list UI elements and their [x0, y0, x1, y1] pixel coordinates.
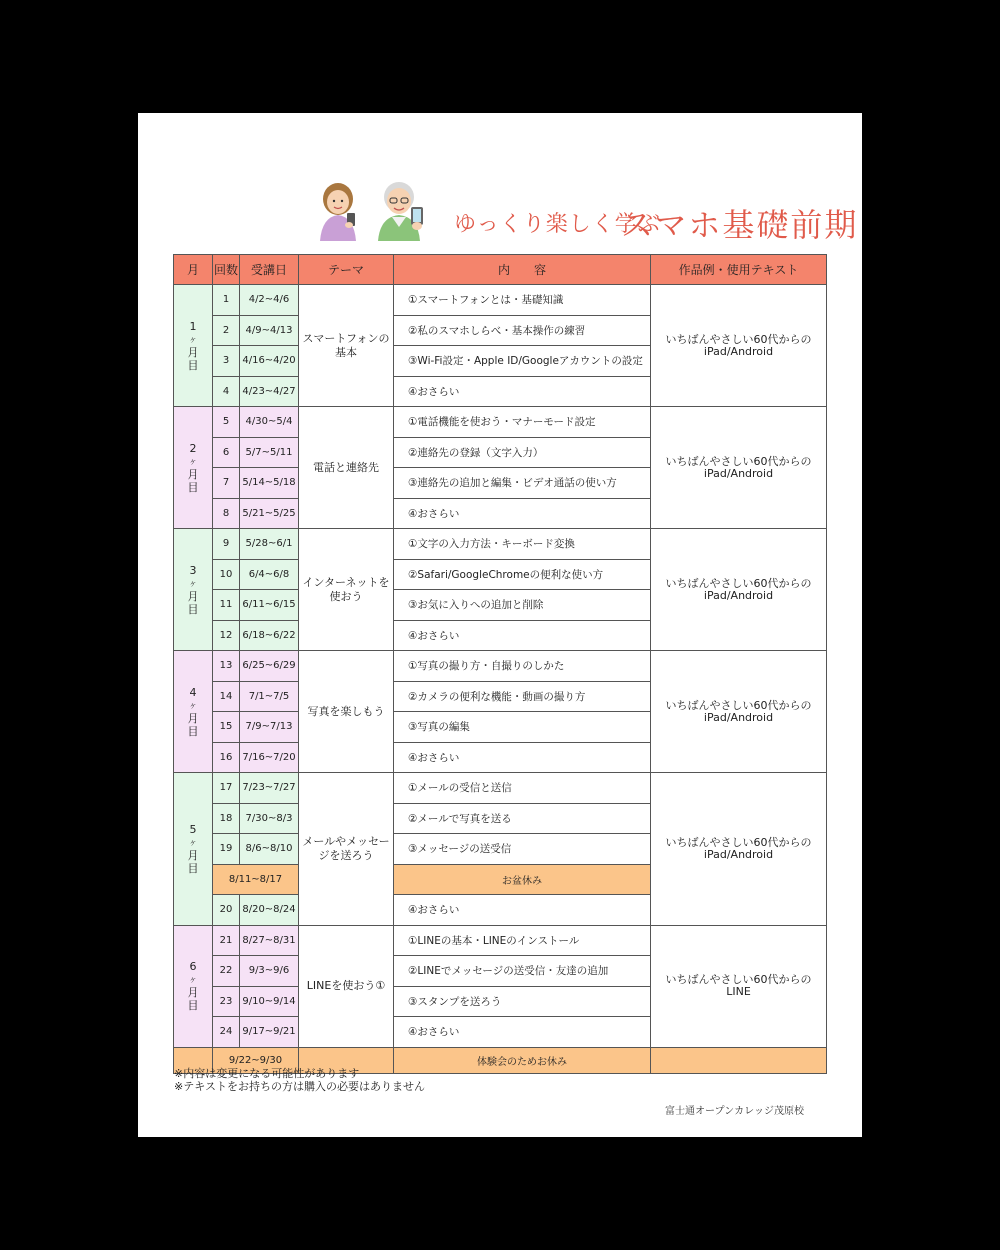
theme-cell: メールやメッセージを送ろう — [299, 773, 394, 926]
lesson-content: ②私のスマホしらべ・基本操作の練習 — [394, 315, 651, 346]
session-number: 21 — [213, 925, 240, 956]
textbook-line: いちばんやさしい60代からの — [665, 835, 812, 849]
month-label-char: 目 — [187, 999, 199, 1012]
theme-cell: スマートフォンの基本 — [299, 285, 394, 407]
holiday-date: 8/11~8/17 — [213, 864, 299, 895]
month-label-char: 目 — [187, 358, 199, 372]
header-theme: テーマ — [299, 255, 394, 285]
title-prefix: ゆっくり楽しく学ぶ — [454, 212, 661, 237]
month-label-char: ヶ — [189, 975, 197, 984]
lesson-content: ④おさらい — [394, 620, 651, 651]
lesson-content: ④おさらい — [394, 498, 651, 529]
table-row — [174, 651, 827, 682]
session-date: 6/18~6/22 — [240, 620, 299, 651]
lesson-content: ①文字の入力方法・キーボード変換 — [394, 529, 651, 560]
session-date: 9/10~9/14 — [240, 986, 299, 1017]
final-textbook-cell — [651, 1047, 827, 1073]
lesson-content: ①写真の撮り方・自撮りのしかた — [394, 651, 651, 682]
textbook-line: いちばんやさしい60代からの — [665, 576, 812, 590]
textbook-line: iPad/Android — [703, 588, 774, 602]
lesson-content: ②連絡先の登録（文字入力） — [394, 437, 651, 468]
lesson-content: ③写真の編集 — [394, 712, 651, 743]
header-date: 受講日 — [240, 255, 299, 285]
session-date: 4/9~4/13 — [240, 315, 299, 346]
note-line: ※テキストをお持ちの方は購入の必要はありません — [174, 1080, 425, 1093]
session-date: 5/28~6/1 — [240, 529, 299, 560]
textbook-line: iPad/Android — [703, 466, 774, 480]
textbook-cell — [651, 651, 827, 773]
table-row — [174, 773, 827, 804]
lesson-content: ①スマートフォンとは・基礎知識 — [394, 285, 651, 316]
session-number: 19 — [213, 834, 240, 865]
session-date: 8/20~8/24 — [240, 895, 299, 926]
month-label-char: 月 — [187, 986, 199, 999]
month-label-char: ヶ — [189, 456, 197, 466]
lesson-content: ④おさらい — [394, 895, 651, 926]
session-number: 8 — [213, 498, 240, 529]
table-header-row — [174, 255, 827, 285]
month-label — [174, 285, 213, 407]
session-number: 24 — [213, 1017, 240, 1048]
month-label-char: 月 — [187, 467, 199, 481]
header-count: 回数 — [213, 255, 240, 285]
session-number: 22 — [213, 956, 240, 987]
document-page — [138, 113, 862, 1137]
session-date: 7/9~7/13 — [240, 712, 299, 743]
month-label-char: 6 — [189, 960, 197, 973]
session-date: 6/11~6/15 — [240, 590, 299, 621]
month-label-char: 月 — [187, 589, 199, 603]
session-number: 15 — [213, 712, 240, 743]
seniors-with-smartphones-illustration — [316, 177, 438, 241]
lesson-content: ④おさらい — [394, 742, 651, 773]
month-label-char: 3 — [189, 563, 197, 577]
session-number: 10 — [213, 559, 240, 590]
month-label-char: 月 — [187, 711, 199, 725]
month-label — [174, 651, 213, 773]
session-number: 17 — [213, 773, 240, 804]
month-label-char: 目 — [187, 602, 199, 616]
session-date: 6/4~6/8 — [240, 559, 299, 590]
final-content: 体験会のためお休み — [394, 1047, 651, 1073]
month-label-char: 月 — [187, 848, 199, 862]
table-row — [174, 529, 827, 560]
textbook-line: いちばんやさしい60代からの — [665, 332, 812, 346]
month-label-char: ヶ — [189, 837, 197, 847]
session-number: 9 — [213, 529, 240, 560]
month-label-char: 5 — [189, 822, 197, 836]
session-number: 20 — [213, 895, 240, 926]
month-label — [174, 773, 213, 926]
session-number: 14 — [213, 681, 240, 712]
session-date: 7/30~8/3 — [240, 803, 299, 834]
textbook-line: いちばんやさしい60代からの — [665, 454, 812, 468]
lesson-content: ③連絡先の追加と編集・ビデオ通話の使い方 — [394, 468, 651, 499]
session-number: 11 — [213, 590, 240, 621]
month-label-char: 目 — [187, 861, 199, 875]
theme-cell: 写真を楽しもう — [299, 651, 394, 773]
session-number: 13 — [213, 651, 240, 682]
month-label — [174, 529, 213, 651]
session-number: 12 — [213, 620, 240, 651]
lesson-content: ③スタンプを送ろう — [394, 986, 651, 1017]
session-date: 5/21~5/25 — [240, 498, 299, 529]
session-number: 6 — [213, 437, 240, 468]
lesson-content: ④おさらい — [394, 1017, 651, 1048]
session-date: 5/7~5/11 — [240, 437, 299, 468]
textbook-cell — [651, 773, 827, 926]
lesson-content: ③お気に入りへの追加と削除 — [394, 590, 651, 621]
month-label-char: 目 — [187, 480, 199, 494]
notes — [174, 1067, 425, 1093]
textbook-line: いちばんやさしい60代からの — [665, 698, 812, 712]
lesson-content: ③メッセージの送受信 — [394, 834, 651, 865]
session-date: 9/17~9/21 — [240, 1017, 299, 1048]
session-date: 7/23~7/27 — [240, 773, 299, 804]
month-label-char: 目 — [187, 724, 199, 738]
session-date: 8/27~8/31 — [240, 925, 299, 956]
month-label-char: 4 — [189, 685, 197, 699]
lesson-content: ①LINEの基本・LINEのインストール — [394, 925, 651, 956]
textbook-line: LINE — [726, 985, 751, 998]
session-number: 5 — [213, 407, 240, 438]
session-number: 1 — [213, 285, 240, 316]
final-date: 9/22~9/30 — [213, 1047, 299, 1073]
textbook-line: iPad/Android — [703, 344, 774, 358]
textbook-cell — [651, 925, 827, 1047]
textbook-cell — [651, 285, 827, 407]
lesson-content: ②Safari/GoogleChromeの便利な使い方 — [394, 559, 651, 590]
session-date: 4/23~4/27 — [240, 376, 299, 407]
header-textbook: 作品例・使用テキスト — [651, 255, 827, 285]
lesson-content: ③Wi-Fi設定・Apple ID/Googleアカウントの設定 — [394, 346, 651, 377]
theme-cell: LINEを使おう① — [299, 925, 394, 1047]
textbook-cell — [651, 529, 827, 651]
session-number: 2 — [213, 315, 240, 346]
lesson-content: ①メールの受信と送信 — [394, 773, 651, 804]
session-date: 4/2~4/6 — [240, 285, 299, 316]
session-date: 8/6~8/10 — [240, 834, 299, 865]
month-label-char: 月 — [187, 345, 199, 359]
theme-cell: インターネットを使おう — [299, 529, 394, 651]
session-number: 3 — [213, 346, 240, 377]
lesson-content: ②カメラの便利な機能・動画の撮り方 — [394, 681, 651, 712]
session-date: 4/16~4/20 — [240, 346, 299, 377]
table-row — [174, 407, 827, 438]
session-number: 23 — [213, 986, 240, 1017]
schedule-table — [173, 254, 827, 1074]
session-date: 9/3~9/6 — [240, 956, 299, 987]
month-label-char: 1 — [189, 319, 197, 333]
table-row — [174, 925, 827, 956]
month-label-char: 2 — [189, 441, 197, 455]
schedule-body — [174, 285, 827, 1074]
table-row — [174, 285, 827, 316]
lesson-content: ④おさらい — [394, 376, 651, 407]
session-number: 7 — [213, 468, 240, 499]
textbook-line: iPad/Android — [703, 847, 774, 861]
session-date: 7/1~7/5 — [240, 681, 299, 712]
lesson-content: ②LINEでメッセージの送受信・友達の追加 — [394, 956, 651, 987]
textbook-line: いちばんやさしい60代からの — [665, 973, 812, 986]
lesson-content: ①電話機能を使おう・マナーモード設定 — [394, 407, 651, 438]
session-number: 16 — [213, 742, 240, 773]
holiday-label: お盆休み — [394, 864, 651, 895]
lesson-content: ②メールで写真を送る — [394, 803, 651, 834]
school-name: 富士通オープンカレッジ茂原校 — [665, 1106, 804, 1117]
session-number: 18 — [213, 803, 240, 834]
session-date: 7/16~7/20 — [240, 742, 299, 773]
month-label — [174, 925, 213, 1047]
textbook-cell — [651, 407, 827, 529]
theme-cell: 電話と連絡先 — [299, 407, 394, 529]
document-header — [138, 113, 862, 253]
month-label-char: ヶ — [189, 578, 197, 588]
month-label-char: ヶ — [189, 334, 197, 344]
session-date: 6/25~6/29 — [240, 651, 299, 682]
textbook-line: iPad/Android — [703, 710, 774, 724]
note-line: ※内容は変更になる可能性があります — [174, 1067, 360, 1080]
month-label — [174, 407, 213, 529]
title-main: スマホ基礎前期 — [621, 206, 859, 244]
session-number: 4 — [213, 376, 240, 407]
session-date: 5/14~5/18 — [240, 468, 299, 499]
header-month: 月 — [174, 255, 213, 285]
month-label-char: ヶ — [189, 700, 197, 710]
header-content: 内 容 — [394, 255, 651, 285]
session-date: 4/30~5/4 — [240, 407, 299, 438]
